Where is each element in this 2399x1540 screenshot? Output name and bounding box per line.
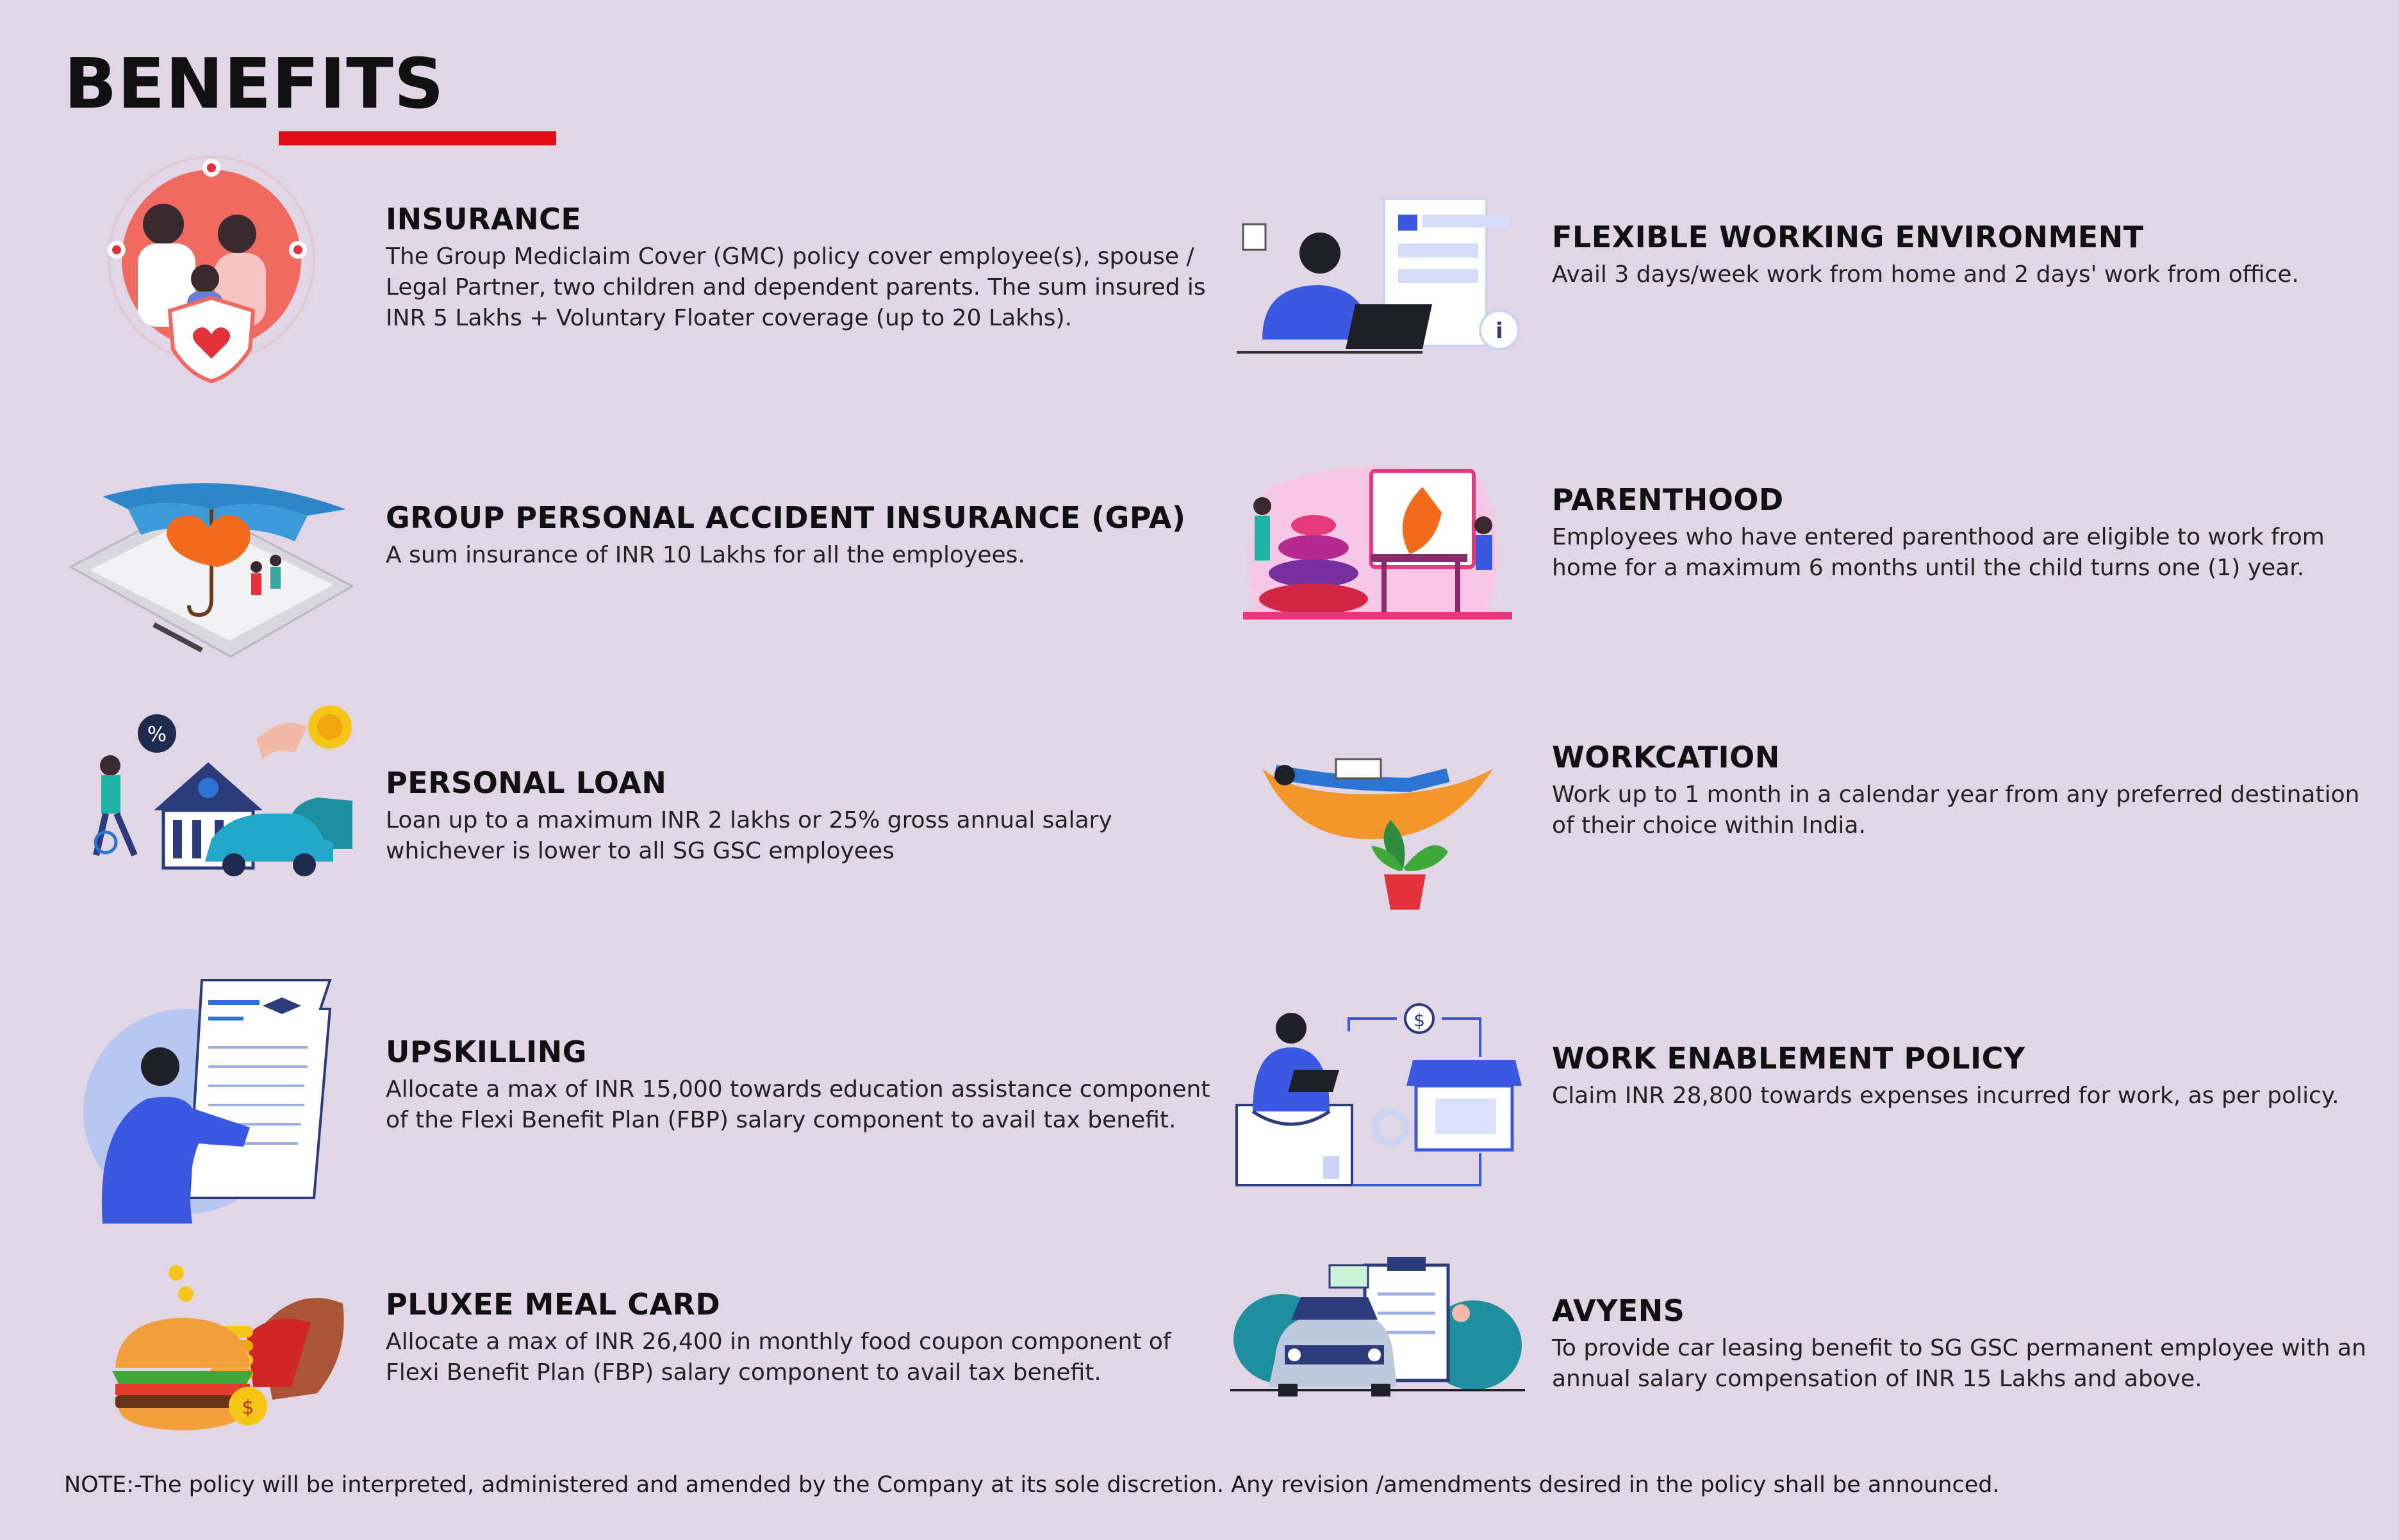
burger-coins-icon — [106, 1265, 349, 1438]
family-insurance-shield-icon — [103, 154, 320, 384]
benefit-personal-loan — [386, 766, 1212, 867]
car-lease-clipboard-icon — [1230, 1249, 1525, 1397]
benefit-description: The Group Mediclaim Cover (GMC) policy cover employee(s), spouse / Legal Partner, two children and dependent parents. The sum insured is INR 5 Lakhs + Voluntary Floater coverage (up to 20 Lakhs). — [386, 243, 1206, 331]
page-title: BENEFITS — [64, 44, 445, 124]
benefit-description: Allocate a max of INR 26,400 in monthly food coupon component of Flexi Benefit Plan (FBP) salary component to avail tax benefit. — [386, 1328, 1171, 1386]
benefit-description: A sum insurance of INR 10 Lakhs for all the employees. — [386, 541, 1025, 568]
benefit-gpa — [386, 501, 1212, 571]
svg-text:i: i — [1496, 318, 1503, 344]
benefit-workcation — [1552, 741, 2378, 841]
benefit-upskilling — [386, 1035, 1212, 1136]
policy-note: NOTE:-The policy will be interpreted, administered and amended by the Company at its sole discretion. Any revision /amendments desired in the policy shall be announced. — [64, 1472, 2000, 1498]
benefit-description: Loan up to a maximum INR 2 lakhs or 25% gross annual salary whichever is lower to all SG GSC employees — [386, 807, 1112, 864]
remote-work-laptop-icon — [1230, 192, 1525, 362]
benefit-title: INSURANCE — [386, 202, 582, 236]
benefit-insurance — [386, 202, 1212, 334]
benefit-description: Allocate a max of INR 15,000 towards education assistance component of the Flexi Benefit Plan (FBP) salary component to avail tax benefit. — [386, 1076, 1210, 1133]
benefit-parenthood — [1552, 483, 2378, 584]
svg-text:$: $ — [242, 1397, 254, 1419]
benefit-title: PARENTHOOD — [1552, 482, 1784, 517]
benefit-meal-card — [386, 1288, 1212, 1388]
family-play-icon — [1230, 448, 1525, 621]
svg-text:$: $ — [1414, 1010, 1425, 1031]
umbrella-protection-icon — [64, 471, 359, 663]
benefit-description: Work up to 1 month in a calendar year from any preferred destination of their choice within India. — [1552, 781, 2360, 839]
education-certificate-icon — [77, 971, 346, 1224]
benefit-avyens — [1552, 1294, 2378, 1395]
work-expense-store-icon — [1227, 1003, 1528, 1195]
benefit-title: WORK ENABLEMENT POLICY — [1552, 1041, 2025, 1076]
benefit-work-enablement — [1552, 1042, 2378, 1111]
title-underline — [279, 131, 556, 145]
benefit-title: FLEXIBLE WORKING ENVIRONMENT — [1552, 220, 2144, 254]
benefit-title: GROUP PERSONAL ACCIDENT INSURANCE (GPA) — [386, 500, 1186, 535]
benefit-title: PLUXEE MEAL CARD — [386, 1287, 721, 1322]
hammock-laptop-icon — [1256, 756, 1499, 916]
benefit-title: UPSKILLING — [386, 1035, 587, 1069]
benefit-description: Employees who have entered parenthood are eligible to work from home for a maximum 6 months until the child turns one (1) year. — [1552, 523, 2325, 581]
loan-house-car-icon — [77, 701, 359, 887]
benefit-title: AVYENS — [1552, 1293, 1685, 1328]
benefit-flexible-working — [1552, 220, 2378, 290]
benefit-description: To provide car leasing benefit to SG GSC permanent employee with an annual salary compensation of INR 15 Lakhs and above. — [1552, 1334, 2366, 1392]
svg-text:%: % — [147, 722, 167, 746]
benefit-title: WORKCATION — [1552, 740, 1780, 774]
benefit-description: Avail 3 days/week work from home and 2 days' work from office. — [1552, 261, 2299, 288]
benefit-title: PERSONAL LOAN — [386, 766, 667, 800]
benefit-description: Claim INR 28,800 towards expenses incurred for work, as per policy. — [1552, 1082, 2339, 1109]
